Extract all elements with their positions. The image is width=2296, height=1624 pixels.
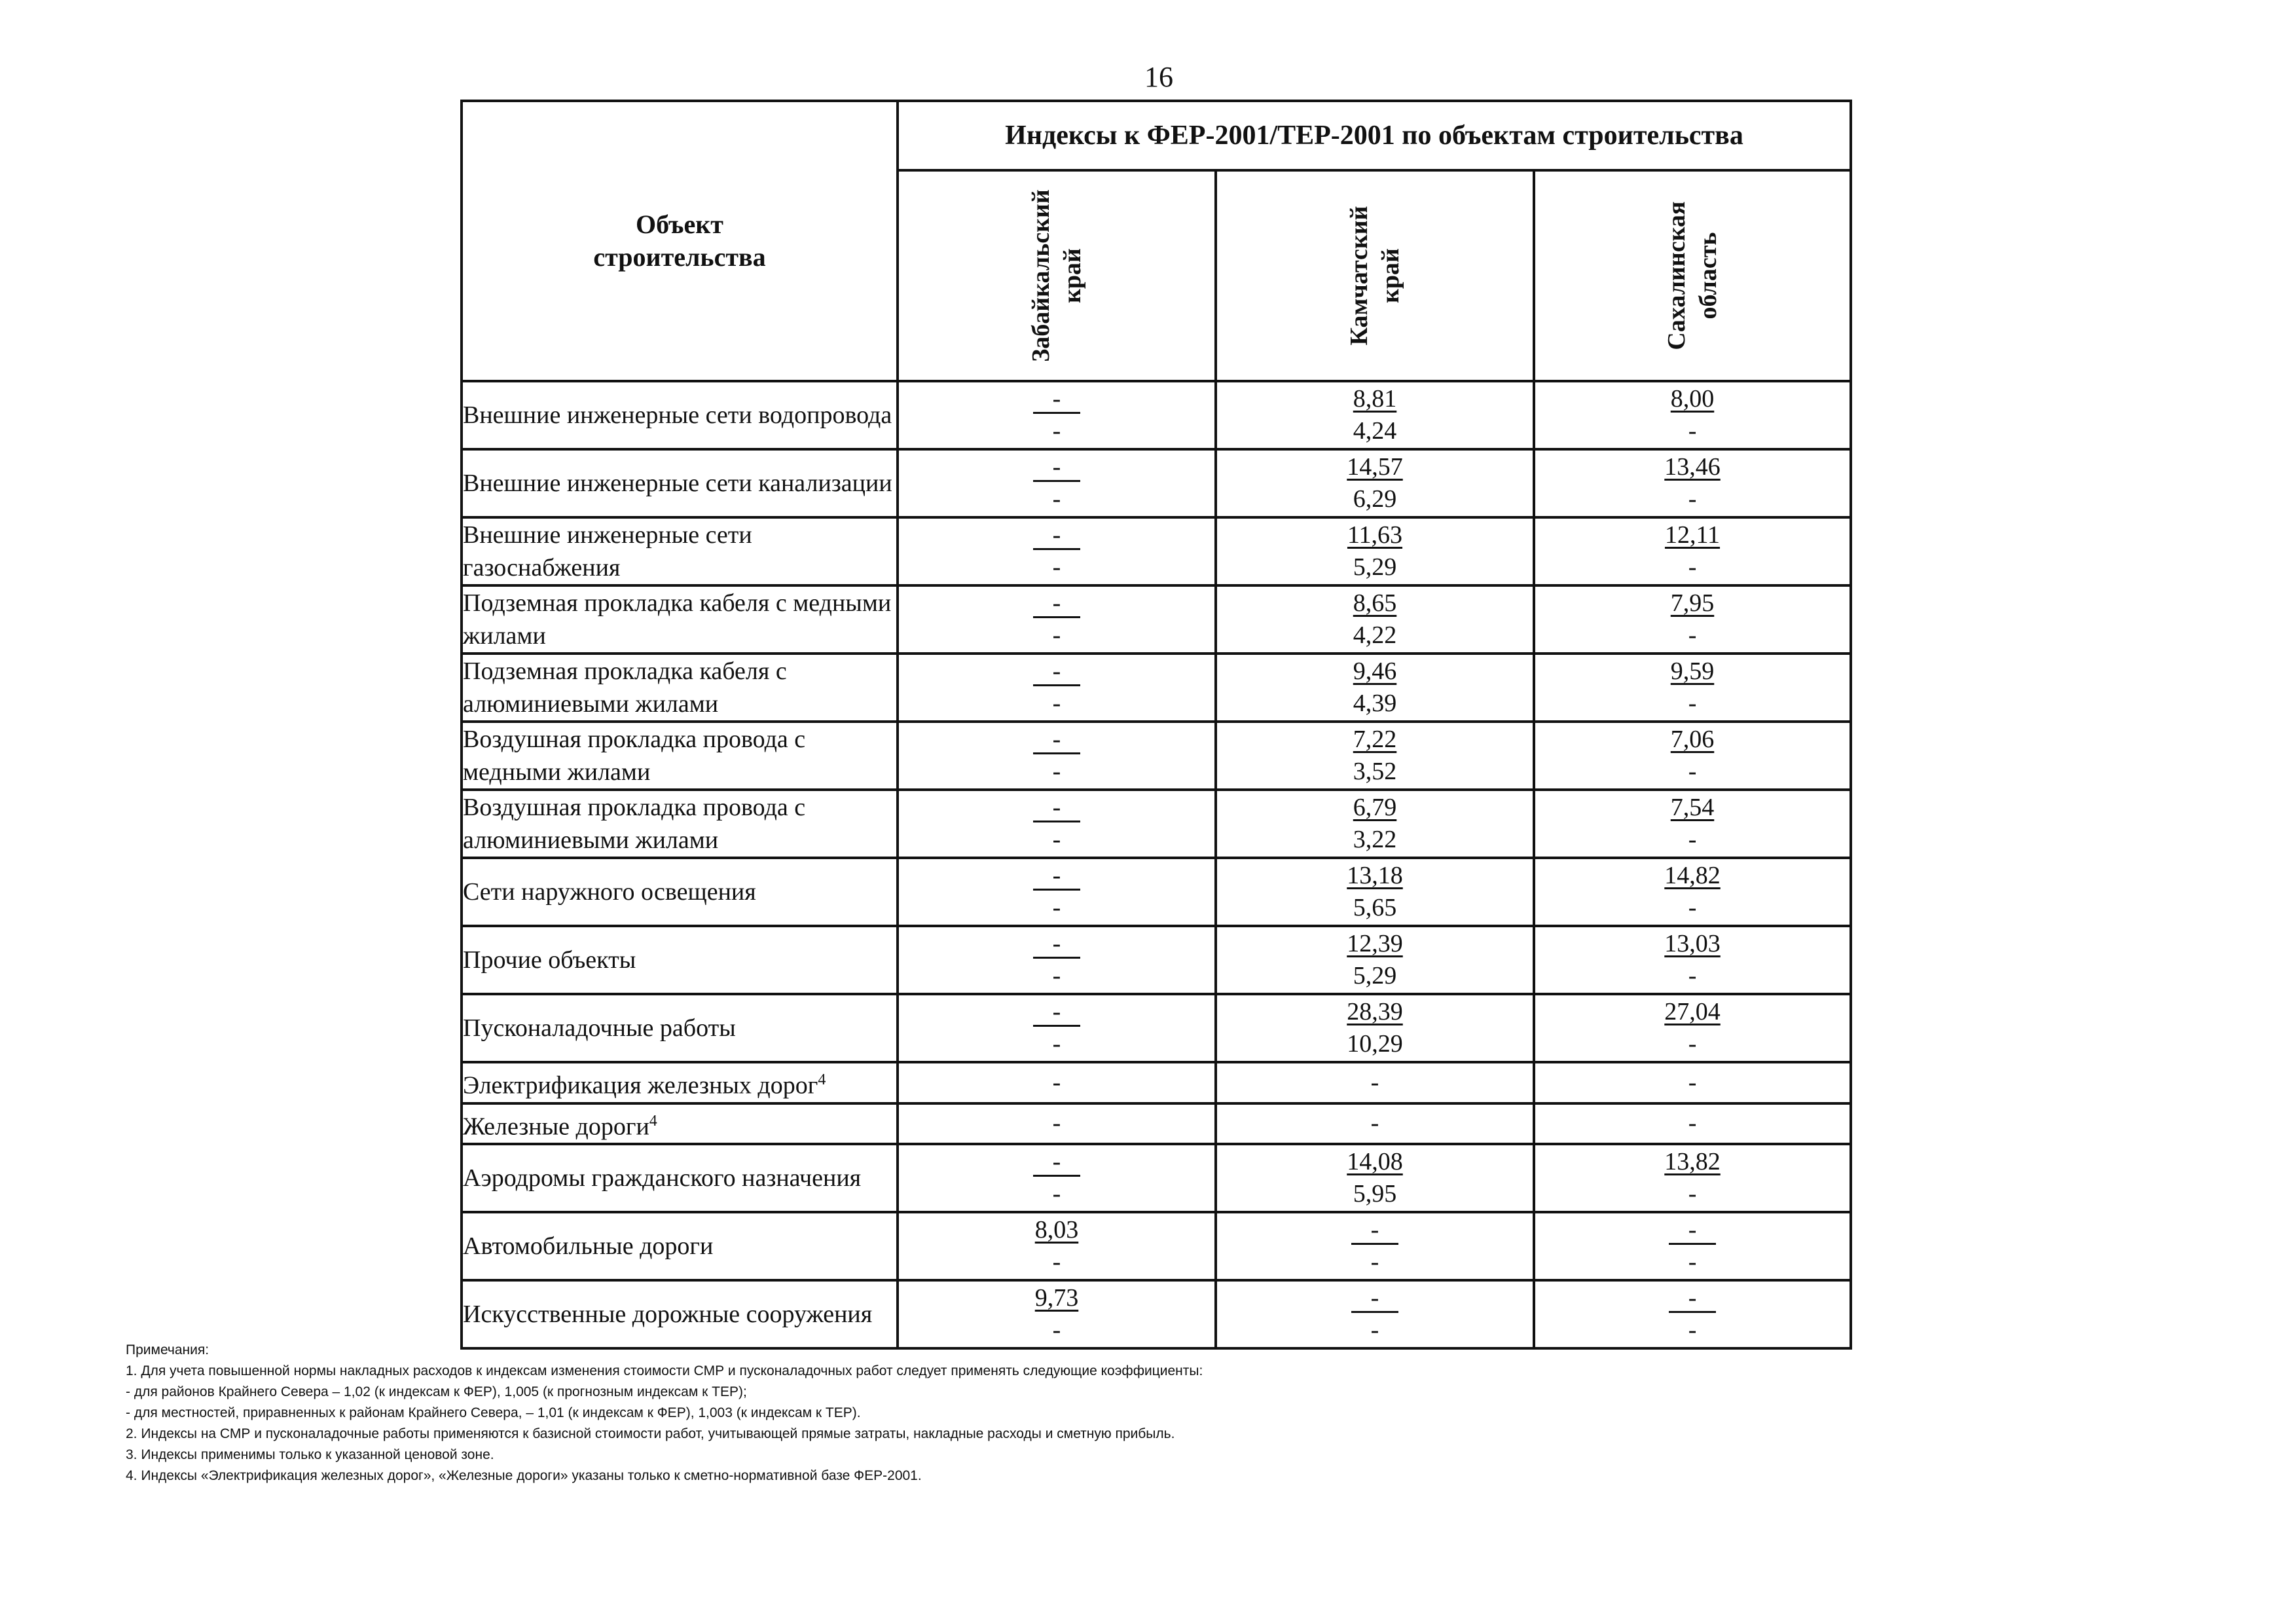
- cell-value-smr: 7,95: [1670, 589, 1715, 617]
- cell-value: -: [1688, 1109, 1697, 1137]
- index-cell: [1216, 994, 1534, 1062]
- index-cell: [1216, 517, 1534, 585]
- cell-value-equipment: -: [1370, 1248, 1379, 1276]
- index-cell: [1216, 858, 1534, 926]
- cell-value-smr: 8,03: [1034, 1216, 1079, 1244]
- cell-value-smr: 13,03: [1664, 930, 1721, 957]
- index-cell: [1534, 1103, 1851, 1145]
- cell-value-equipment: -: [1052, 621, 1061, 649]
- index-table: [460, 100, 1852, 1350]
- index-cell: [1216, 1103, 1534, 1145]
- note-line: - для местностей, приравненных к районам Крайнего Севера, – 1,01 (к индексам к ФЕР), 1,003 (к индексам к ТЕР).: [126, 1405, 861, 1420]
- cell-value-smr: 8,81: [1353, 385, 1397, 413]
- cell-value: -: [1370, 1109, 1379, 1137]
- index-cell: [1534, 449, 1851, 517]
- cell-value-smr: 8,65: [1353, 589, 1397, 617]
- index-cell: [898, 517, 1216, 585]
- cell-value-smr: 12,39: [1347, 930, 1403, 957]
- cell-value-equipment: -: [1052, 758, 1061, 785]
- index-cell: [1534, 1062, 1851, 1103]
- table-row: [462, 926, 1851, 994]
- region-header-kamchatsky: Камчатский край: [1216, 170, 1534, 381]
- cell-value-equipment: 4,22: [1353, 621, 1397, 649]
- cell-value-equipment: -: [1052, 1180, 1061, 1208]
- row-object-name: Электрификация железных дорог$^4$: [462, 1062, 898, 1103]
- note-line: 3. Индексы применимы только к указанной ценовой зоне.: [126, 1447, 494, 1462]
- index-cell: [1534, 722, 1851, 790]
- index-cell: [898, 858, 1216, 926]
- index-cell: [1534, 790, 1851, 858]
- cell-value-equipment: -: [1052, 1316, 1061, 1344]
- cell-value-smr: 12,11: [1664, 521, 1721, 549]
- index-cell: [898, 449, 1216, 517]
- cell-value-equipment: -: [1052, 690, 1061, 717]
- index-cell: [898, 1144, 1216, 1212]
- row-object-name: Подземная прокладка кабеля с медными жилами: [462, 585, 898, 654]
- index-cell: [1534, 926, 1851, 994]
- cell-value-smr: 6,79: [1353, 794, 1397, 821]
- table-row: [462, 858, 1851, 926]
- cell-value-equipment: -: [1688, 621, 1697, 649]
- cell-value-smr: -: [1033, 726, 1080, 754]
- cell-value-equipment: 4,24: [1353, 417, 1397, 445]
- cell-value-smr: 7,06: [1670, 726, 1715, 753]
- row-object-name: Автомобильные дороги: [462, 1212, 898, 1280]
- footnote-marker: 4: [649, 1112, 657, 1130]
- index-cell: [898, 1212, 1216, 1280]
- row-object-name: Внешние инженерные сети канализации: [462, 449, 898, 517]
- row-object-name: Воздушная прокладка провода с медными жилами: [462, 722, 898, 790]
- cell-value-smr: -: [1033, 931, 1080, 959]
- index-cell: [1216, 381, 1534, 449]
- index-cell: [1216, 722, 1534, 790]
- cell-value-smr: 13,46: [1664, 453, 1721, 481]
- cell-value: -: [1688, 1068, 1697, 1096]
- cell-value-smr: 8,00: [1670, 385, 1715, 413]
- table-row: [462, 1062, 1851, 1103]
- cell-value-equipment: -: [1052, 417, 1061, 445]
- cell-value-smr: -: [1033, 590, 1080, 618]
- cell-value-smr: -: [1669, 1285, 1716, 1313]
- table-row: [462, 654, 1851, 722]
- row-object-name: Пусконаладочные работы: [462, 994, 898, 1062]
- row-object-name: Сети наружного освещения: [462, 858, 898, 926]
- table-title: Индексы к ФЕР-2001/ТЕР-2001 по объектам строительства: [898, 101, 1851, 170]
- cell-value-smr: 14,08: [1347, 1148, 1403, 1176]
- index-cell: [898, 1103, 1216, 1145]
- cell-value-equipment: 5,29: [1353, 962, 1397, 989]
- table-row: [462, 994, 1851, 1062]
- cell-value-equipment: -: [1688, 1030, 1697, 1058]
- cell-value-equipment: -: [1688, 1316, 1697, 1344]
- cell-value-equipment: 6,29: [1353, 485, 1397, 513]
- table-row: [462, 722, 1851, 790]
- index-cell: [1534, 654, 1851, 722]
- cell-value-smr: 7,22: [1353, 726, 1397, 753]
- index-cell: [898, 722, 1216, 790]
- index-cell: [1534, 994, 1851, 1062]
- cell-value-smr: 13,18: [1347, 862, 1403, 889]
- index-cell: [1216, 1280, 1534, 1348]
- cell-value-equipment: -: [1688, 758, 1697, 785]
- cell-value-equipment: -: [1688, 553, 1697, 581]
- row-object-name: Аэродромы гражданского назначения: [462, 1144, 898, 1212]
- index-cell: [898, 1280, 1216, 1348]
- row-object-name: Внешние инженерные сети газоснабжения: [462, 517, 898, 585]
- index-cell: [898, 654, 1216, 722]
- cell-value-smr: -: [1669, 1217, 1716, 1245]
- cell-value-equipment: -: [1052, 826, 1061, 853]
- cell-value-smr: -: [1351, 1285, 1398, 1313]
- index-cell: [1534, 1212, 1851, 1280]
- table-row: [462, 381, 1851, 449]
- cell-value-equipment: -: [1052, 485, 1061, 513]
- cell-value-smr: 9,46: [1353, 657, 1397, 685]
- table-body: [462, 381, 1851, 1348]
- cell-value-smr: -: [1033, 862, 1080, 891]
- index-cell: [1216, 654, 1534, 722]
- cell-value-equipment: -: [1052, 553, 1061, 581]
- index-cell: [898, 994, 1216, 1062]
- cell-value-equipment: 3,52: [1353, 758, 1397, 785]
- cell-value-smr: 7,54: [1670, 794, 1715, 821]
- index-cell: [898, 585, 1216, 654]
- cell-value-equipment: -: [1688, 826, 1697, 853]
- cell-value-smr: -: [1351, 1217, 1398, 1245]
- cell-value-equipment: 4,39: [1353, 690, 1397, 717]
- cell-value-equipment: -: [1688, 417, 1697, 445]
- index-cell: [1534, 1144, 1851, 1212]
- cell-value-equipment: -: [1688, 962, 1697, 989]
- cell-value-equipment: -: [1052, 1030, 1061, 1058]
- cell-value: -: [1052, 1068, 1061, 1096]
- table-row: [462, 1280, 1851, 1348]
- note-line: 4. Индексы «Электрификация железных дорог», «Железные дороги» указаны только к сметно-нормативной базе ФЕР-2001.: [126, 1468, 922, 1483]
- cell-value-smr: -: [1033, 658, 1080, 686]
- note-line: - для районов Крайнего Севера – 1,02 (к индексам к ФЕР), 1,005 (к прогнозным индексам к ТЕР);: [126, 1384, 747, 1399]
- index-cell: [1216, 790, 1534, 858]
- index-cell: [1216, 585, 1534, 654]
- object-header-line-2: строительства: [593, 242, 766, 272]
- index-cell: [1534, 1280, 1851, 1348]
- cell-value-equipment: -: [1688, 894, 1697, 921]
- cell-value-equipment: -: [1688, 485, 1697, 513]
- object-column-header: [462, 101, 898, 381]
- table-row: [462, 585, 1851, 654]
- index-cell: [898, 1062, 1216, 1103]
- cell-value-smr: 14,57: [1347, 453, 1403, 481]
- cell-value-smr: 14,82: [1664, 862, 1721, 889]
- index-cell: [898, 926, 1216, 994]
- cell-value-smr: 11,63: [1347, 521, 1403, 549]
- table-row: [462, 1144, 1851, 1212]
- cell-value-smr: -: [1033, 386, 1080, 414]
- cell-value-equipment: -: [1052, 1248, 1061, 1276]
- object-header-line-1: Объект: [636, 210, 723, 239]
- region-header-zabaykalsky: Забайкальский край: [898, 170, 1216, 381]
- row-object-name: Искусственные дорожные сооружения: [462, 1280, 898, 1348]
- index-cell: [1216, 449, 1534, 517]
- index-cell: [1534, 517, 1851, 585]
- table-row: [462, 1212, 1851, 1280]
- table-row: [462, 517, 1851, 585]
- cell-value-equipment: 3,22: [1353, 826, 1397, 853]
- index-cell: [1216, 1212, 1534, 1280]
- cell-value-equipment: -: [1688, 1248, 1697, 1276]
- cell-value-smr: -: [1033, 999, 1080, 1027]
- row-object-name: Воздушная прокладка провода с алюминиевыми жилами: [462, 790, 898, 858]
- cell-value-smr: -: [1033, 794, 1080, 822]
- cell-value-equipment: -: [1370, 1316, 1379, 1344]
- cell-value-smr: 27,04: [1664, 998, 1721, 1025]
- cell-value-equipment: 5,65: [1353, 894, 1397, 921]
- row-object-name: Подземная прокладка кабеля с алюминиевыми жилами: [462, 654, 898, 722]
- cell-value-equipment: -: [1688, 1180, 1697, 1208]
- index-cell: [1216, 1144, 1534, 1212]
- footnote-marker: 4: [818, 1071, 826, 1088]
- row-object-name: Железные дороги$^4$: [462, 1103, 898, 1145]
- cell-value-smr: -: [1033, 454, 1080, 482]
- cell-value: -: [1370, 1068, 1379, 1096]
- cell-value-equipment: 5,29: [1353, 553, 1397, 581]
- index-cell: [1216, 926, 1534, 994]
- cell-value-equipment: -: [1688, 690, 1697, 717]
- table-row: [462, 449, 1851, 517]
- page-number: 16: [1144, 61, 1173, 93]
- notes-block: [126, 1340, 1203, 1486]
- notes-heading: Примечания:: [126, 1342, 210, 1357]
- cell-value-smr: -: [1033, 522, 1080, 550]
- cell-value-smr: -: [1033, 1149, 1080, 1177]
- cell-value-equipment: 10,29: [1347, 1030, 1403, 1058]
- row-object-name: Внешние инженерные сети водопровода: [462, 381, 898, 449]
- cell-value-equipment: -: [1052, 962, 1061, 989]
- note-line: 2. Индексы на СМР и пусконаладочные работы применяются к базисной стоимости работ, учитывающей прямые затраты, накладные расходы и сметную прибыль.: [126, 1426, 1175, 1441]
- index-cell: [1534, 381, 1851, 449]
- table-row: [462, 790, 1851, 858]
- cell-value-smr: 9,59: [1670, 657, 1715, 685]
- table-row: [462, 1103, 1851, 1145]
- region-header-sakhalin: Сахалинская область: [1534, 170, 1851, 381]
- cell-value-smr: 28,39: [1347, 998, 1403, 1025]
- index-cell: [898, 381, 1216, 449]
- index-cell: [898, 790, 1216, 858]
- row-object-name: Прочие объекты: [462, 926, 898, 994]
- cell-value-equipment: 5,95: [1353, 1180, 1397, 1208]
- cell-value: -: [1052, 1109, 1061, 1137]
- index-cell: [1534, 858, 1851, 926]
- index-cell: [1216, 1062, 1534, 1103]
- cell-value-smr: 9,73: [1034, 1284, 1079, 1312]
- note-line: 1. Для учета повышенной нормы накладных расходов к индексам изменения стоимости СМР и пусконаладочных работ следует применять следующие коэффициенты:: [126, 1363, 1203, 1378]
- index-cell: [1534, 585, 1851, 654]
- cell-value-smr: 13,82: [1664, 1148, 1721, 1176]
- cell-value-equipment: -: [1052, 894, 1061, 921]
